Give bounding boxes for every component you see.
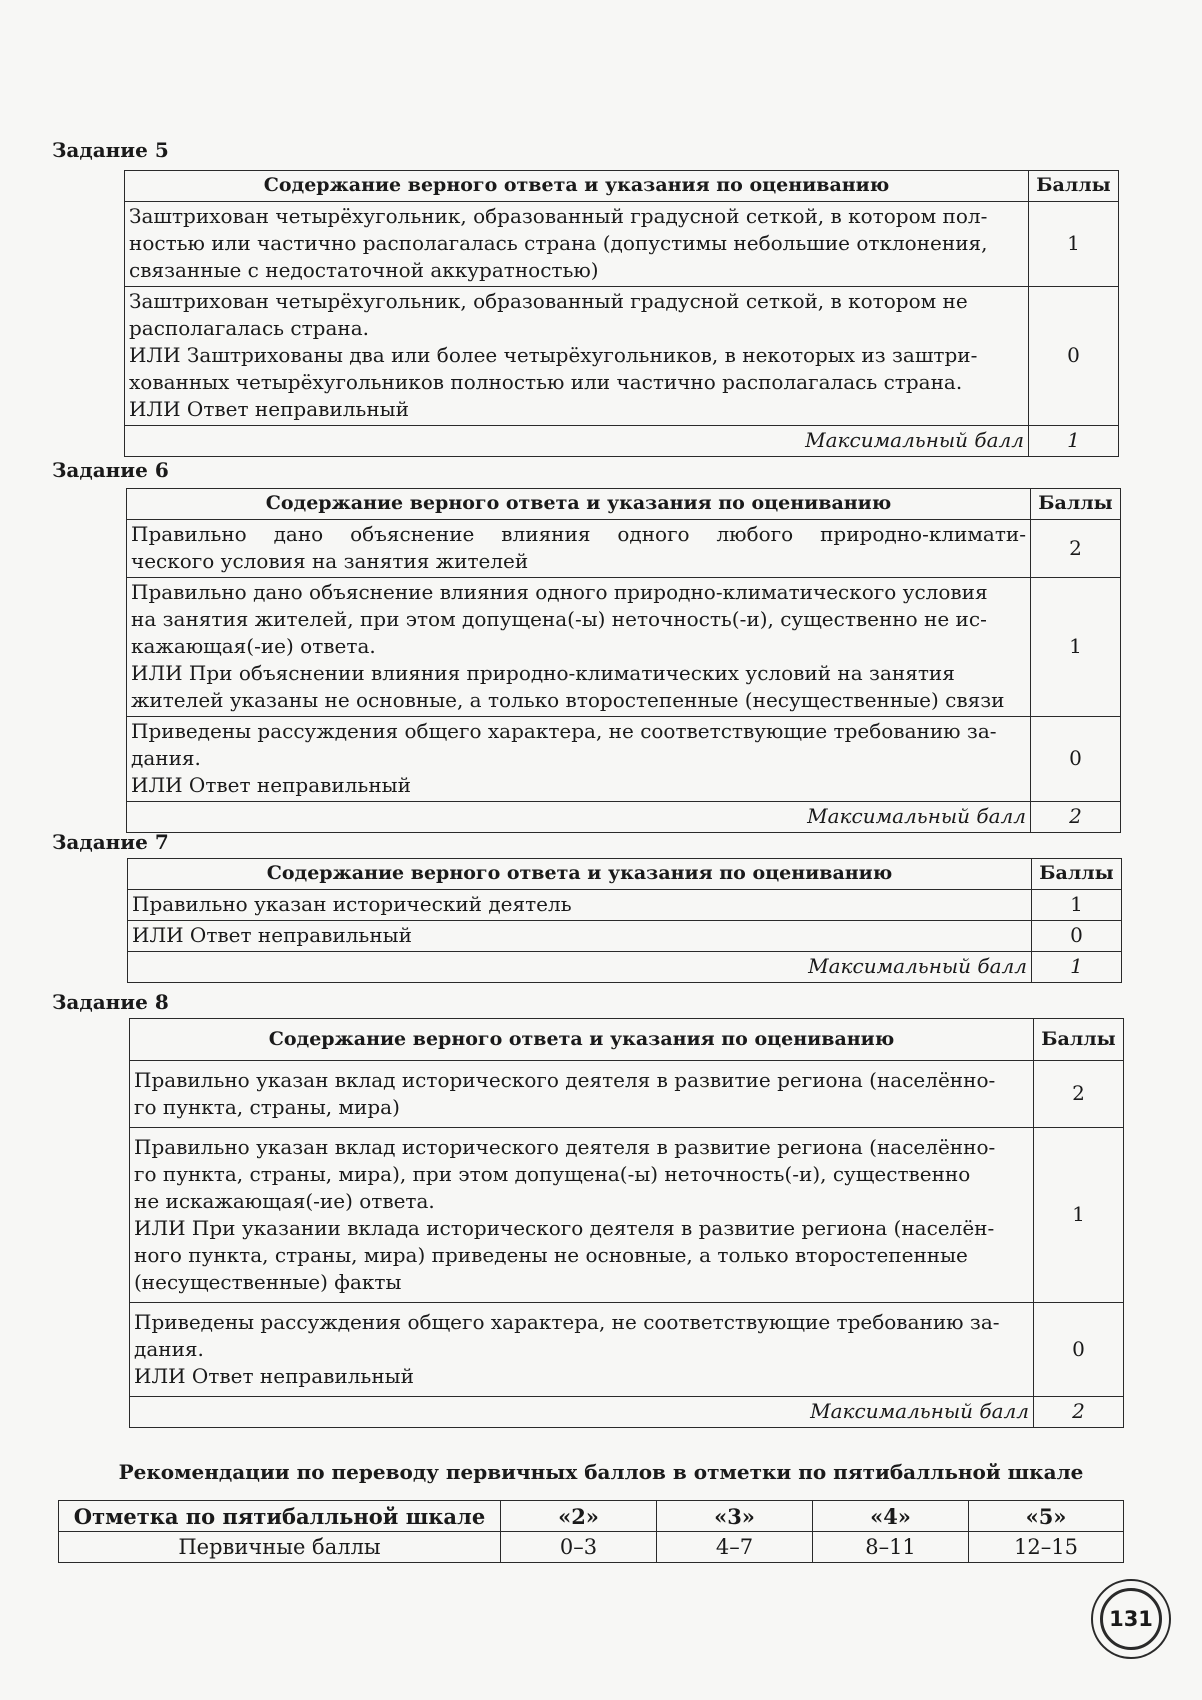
max-score-row [127,802,1121,833]
table-row [127,717,1121,802]
header-content: Содержание верного ответа и указания по оцениванию [128,859,1032,890]
scale-row-label: Первичные баллы [59,1532,501,1563]
criterion-points: 2 [1034,1061,1124,1128]
criterion-points: 0 [1031,717,1121,802]
max-score-row [128,952,1122,983]
range-cell: 8–11 [813,1532,969,1563]
criterion-text: Приведены рассуждения общего характера, не соответствующие требованию за- дания. ИЛИ Ответ неправильный [130,1303,1034,1397]
criterion-text: Заштрихован четырёхугольник, образованный градусной сеткой, в котором пол- ностью или частично располагалась страна (допустимы небольшие отклонения, связанные с недостаточной аккуратностью) [125,202,1029,287]
grade-cell: «2» [501,1501,657,1532]
criterion-text: Приведены рассуждения общего характера, не соответствующие требованию за- дания. ИЛИ Ответ неправильный [127,717,1031,802]
criterion-text: ИЛИ Ответ неправильный [128,921,1032,952]
max-score-value: 1 [1029,426,1119,457]
scale-row-label: Отметка по пятибалльной шкале [59,1501,501,1532]
scale-title: Рекомендации по переводу первичных баллов в отметки по пятибалльной шкале [118,1460,1084,1484]
criterion-text: Правильно указан вклад исторического деятеля в развитие региона (населённо- го пункта, страны, мира), при этом допущена(-ы) неточность(-и), существенно не искажающая(-ие) ответа. ИЛИ При указании вклада исторического деятеля в развитие региона (населён- ного пункта, страны, мира) приведены не основные, а только второстепенные (несущественные) факты [130,1128,1034,1303]
task-7-table [127,858,1122,983]
table-row [130,1061,1124,1128]
task-6-title: Задание 6 [52,458,169,482]
header-content: Содержание верного ответа и указания по оцениванию [125,171,1029,202]
criterion-text: Правильно указан вклад исторического деятеля в развитие региона (населённо- го пункта, страны, мира) [130,1061,1034,1128]
table-row [127,520,1121,578]
max-score-label: Максимальный балл [127,802,1031,833]
max-score-value: 2 [1034,1397,1124,1428]
table-row [125,287,1119,426]
table-row [59,1532,1124,1563]
criterion-points: 1 [1029,202,1119,287]
max-score-value: 1 [1032,952,1122,983]
range-cell: 12–15 [969,1532,1124,1563]
header-points: Баллы [1032,859,1122,890]
table-row [130,1303,1124,1397]
max-score-row [125,426,1119,457]
criterion-text: Правильно дано объяснение влияния одного природно-климатического условия на занятия жителей, при этом допущена(-ы) неточность(-и), существенно не ис- кажающая(-ие) ответа. ИЛИ При объяснении влияния природно-климатических условий на занятия жителей указаны не основные, а только второстепенные (несущественные) связи [127,578,1031,717]
grade-scale-table [58,1500,1124,1563]
criterion-points: 0 [1034,1303,1124,1397]
header-content: Содержание верного ответа и указания по оцениванию [127,489,1031,520]
table-row [130,1128,1124,1303]
criterion-points: 1 [1034,1128,1124,1303]
criterion-points: 1 [1031,578,1121,717]
table-header-row [130,1019,1124,1061]
table-row [125,202,1119,287]
criterion-points: 0 [1029,287,1119,426]
header-points: Баллы [1034,1019,1124,1061]
max-score-row [130,1397,1124,1428]
criterion-text: Правильно указан исторический деятель [128,890,1032,921]
page-number-badge [1091,1579,1171,1659]
grade-cell: «4» [813,1501,969,1532]
criterion-text: Правильно дано объяснение влияния одного любого природно-климати- ческого условия на занятия жителей [127,520,1031,578]
criterion-points: 2 [1031,520,1121,578]
criterion-points: 1 [1032,890,1122,921]
task-8-table [129,1018,1124,1428]
table-row [127,578,1121,717]
grade-cell: «5» [969,1501,1124,1532]
task-7-title: Задание 7 [52,830,169,854]
criterion-points: 0 [1032,921,1122,952]
table-row [59,1501,1124,1532]
max-score-value: 2 [1031,802,1121,833]
task-5-title: Задание 5 [52,138,169,162]
task-5-table [124,170,1119,457]
max-score-label: Максимальный балл [125,426,1029,457]
table-row [128,921,1122,952]
table-header-row [127,489,1121,520]
table-row [128,890,1122,921]
max-score-label: Максимальный балл [130,1397,1034,1428]
range-cell: 4–7 [657,1532,813,1563]
criterion-text: Заштрихован четырёхугольник, образованный градусной сеткой, в котором не располагалась страна. ИЛИ Заштрихованы два или более четырёхугольников, в некоторых из заштри- хованных четырёхугольников полностью или частично располагалась страна. ИЛИ Ответ неправильный [125,287,1029,426]
table-header-row [128,859,1122,890]
header-points: Баллы [1031,489,1121,520]
header-points: Баллы [1029,171,1119,202]
page-number: 131 [1100,1588,1162,1650]
table-header-row [125,171,1119,202]
max-score-label: Максимальный балл [128,952,1032,983]
header-content: Содержание верного ответа и указания по оцениванию [130,1019,1034,1061]
range-cell: 0–3 [501,1532,657,1563]
task-6-table [126,488,1121,833]
grade-cell: «3» [657,1501,813,1532]
task-8-title: Задание 8 [52,990,169,1014]
